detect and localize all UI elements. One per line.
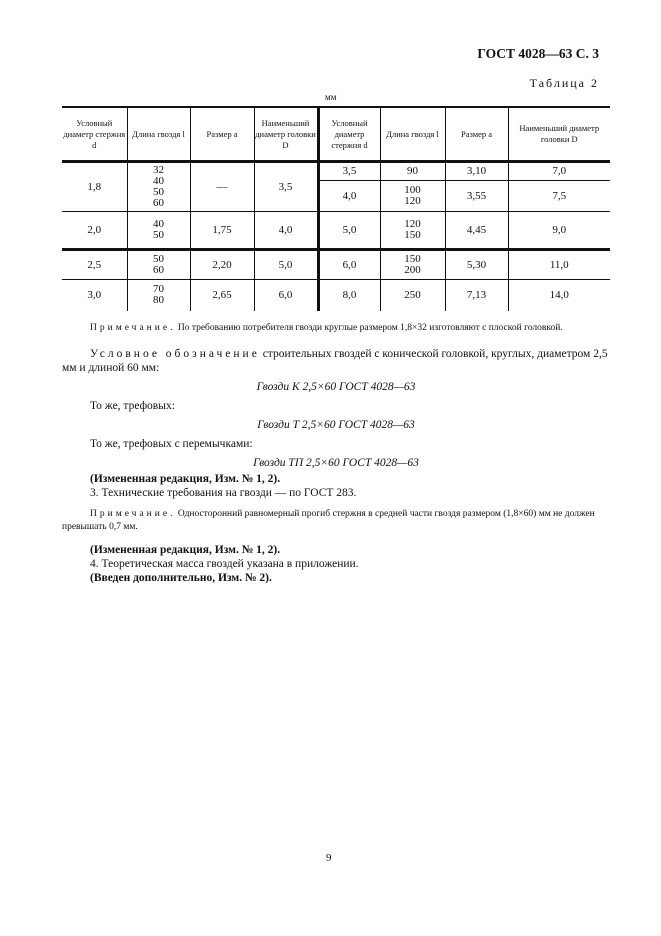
cell: 50 60 [127, 250, 190, 280]
cell: 5,30 [445, 250, 508, 280]
page-header: ГОСТ 4028—63 С. 3 [477, 46, 599, 61]
table-row [62, 280, 610, 311]
col-header: Условный диаметр стержня d [318, 107, 380, 162]
cell: 4,0 [318, 181, 380, 212]
body-text [62, 322, 610, 585]
note-label: Примечание. [90, 509, 176, 519]
cell: 7,13 [445, 280, 508, 311]
amendment-2: (Измененная редакция, Изм. № 1, 2). [90, 544, 281, 556]
cell: 7,0 [552, 165, 567, 177]
col-header: Условный диаметр стержня d [62, 107, 127, 162]
designation-text: строительных гвоздей с конической головкой, круглых, диаметром 2,5 мм и длиной 60 мм: [62, 348, 608, 374]
cell: — [190, 162, 254, 212]
note-1 [62, 322, 610, 335]
item-4: 4. Теоретическая масса гвоздей указана в приложении. [90, 558, 359, 570]
same-1: То же, трефовых: [90, 400, 175, 412]
cell: 8,0 [318, 280, 380, 311]
table-caption: Таблица 2 [529, 76, 599, 90]
cell: 5,0 [254, 250, 318, 280]
cell: 14,0 [508, 280, 610, 311]
col-header: Размер a [190, 107, 254, 162]
col-header: Размер a [445, 107, 508, 162]
cell: 1,75 [190, 212, 254, 250]
cell: 2,20 [190, 250, 254, 280]
note-text: Односторонний равномерный прогиб стержня в средней части гвоздя размером (1,8×60) мм не должен превышать 0,7 мм. [62, 509, 595, 532]
item-3: 3. Технические требования на гвозди — по ГОСТ 283. [90, 487, 357, 499]
col-header: Длина гвоздя l [380, 107, 445, 162]
amendment-1: (Измененная редакция, Изм. № 1, 2). [90, 473, 281, 485]
example-2: Гвозди Т 2,5×60 ГОСТ 4028—63 [257, 419, 415, 431]
page-number: 9 [326, 852, 332, 864]
cell: 3,10 [445, 162, 508, 181]
unit-label: мм [325, 92, 337, 102]
cell: 3,0 [62, 280, 127, 311]
cell: 32 40 50 60 [127, 162, 190, 212]
cell: 2,0 [62, 212, 127, 250]
cell: 9,0 [508, 212, 610, 250]
cell: 2,5 [62, 250, 127, 280]
col-header: Длина гвоздя l [127, 107, 190, 162]
cell: 90 [380, 162, 445, 181]
cell: 4,0 [254, 212, 318, 250]
designation-para [62, 347, 610, 375]
cell: 5,0 [318, 212, 380, 250]
table-header-row [62, 107, 610, 162]
cell: 1,8 [62, 162, 127, 212]
cell: 40 50 [127, 212, 190, 250]
cell: 3,5 [254, 162, 318, 212]
note-text: По требованию потребителя гвозди круглые размером 1,8×32 изготовляют с плоской головкой. [175, 323, 563, 333]
table-row [62, 212, 610, 250]
amendment-3: (Введен дополнительно, Изм. № 2). [90, 572, 272, 584]
note-label: Примечание. [90, 323, 176, 333]
cell: 120 150 [380, 212, 445, 250]
cell: 3,5 [318, 162, 380, 181]
cell: 7,5 [508, 181, 610, 212]
cell: 11,0 [508, 250, 610, 280]
col-header: Наименьший диаметр головки D [508, 107, 610, 162]
cell: 250 [380, 280, 445, 311]
example-1: Гвозди К 2,5×60 ГОСТ 4028—63 [256, 381, 416, 393]
cell: 100 120 [380, 181, 445, 212]
designation-label: Условное обозначение [90, 348, 260, 360]
cell: 6,0 [318, 250, 380, 280]
example-3: Гвозди ТП 2,5×60 ГОСТ 4028—63 [253, 457, 419, 469]
nail-dimensions-table [62, 106, 610, 311]
cell: 70 80 [127, 280, 190, 311]
table-row [62, 250, 610, 280]
table-row [62, 162, 610, 181]
cell: 4,45 [445, 212, 508, 250]
col-header: Наименьший диаметр головки D [254, 107, 318, 162]
cell: 3,55 [445, 181, 508, 212]
note-2 [62, 508, 610, 534]
same-2: То же, трефовых с перемычками: [90, 438, 253, 450]
cell: 2,65 [190, 280, 254, 311]
cell: 6,0 [254, 280, 318, 311]
cell: 150 200 [380, 250, 445, 280]
